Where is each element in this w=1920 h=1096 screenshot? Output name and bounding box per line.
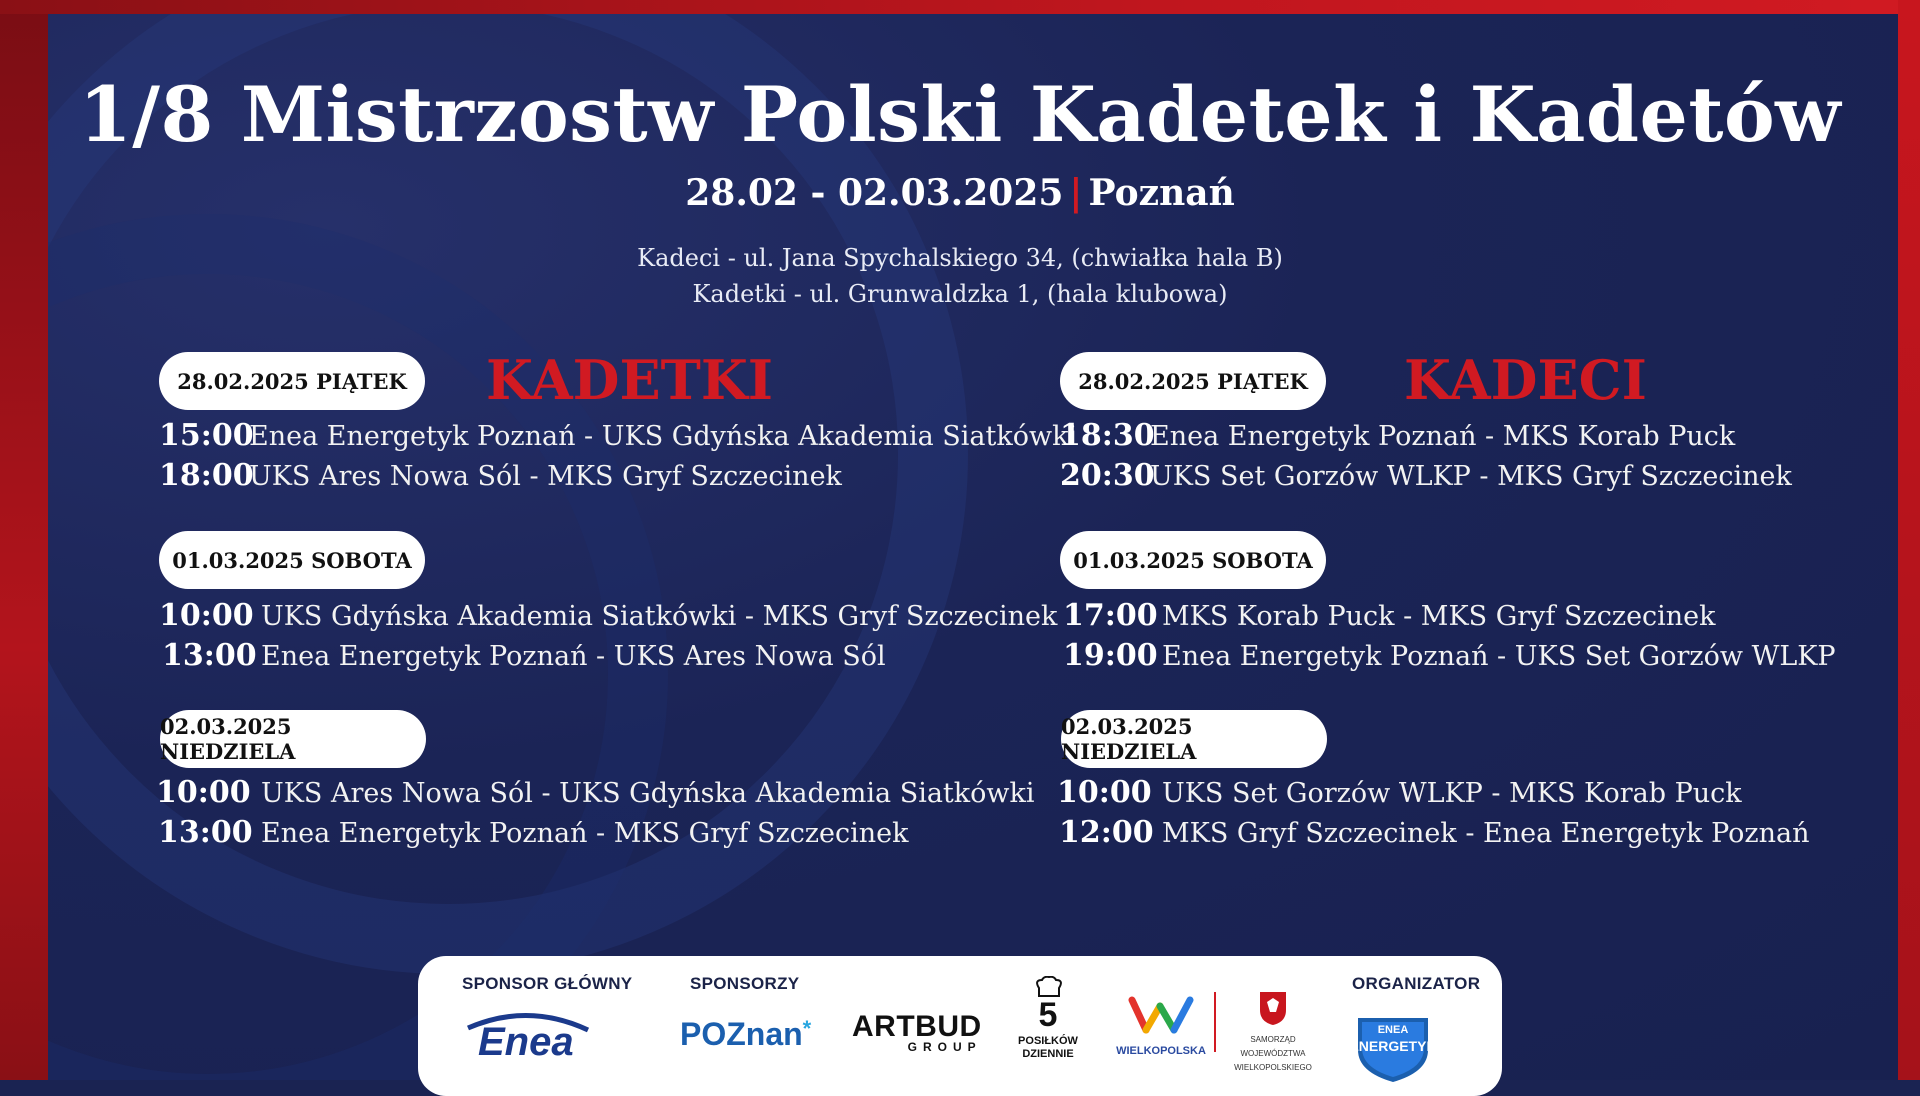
poznan-star-icon: * — [802, 1016, 812, 1041]
match-row — [1063, 638, 1836, 673]
match-row — [1063, 598, 1716, 633]
match-teams: UKS Gdyńska Akademia Siatkówki - MKS Gryf Szczecinek — [261, 601, 1058, 632]
coat-of-arms-icon — [1258, 990, 1288, 1026]
match-row — [1059, 815, 1810, 850]
artbud-logo — [852, 1010, 982, 1054]
artbud-group-text: GROUP — [907, 1040, 982, 1054]
day-pill-kadeci-2: 01.03.2025 SOBOTA — [1060, 531, 1326, 589]
match-time: 13:00 — [158, 815, 253, 850]
samorzad-text: WOJEWÓDZTWA — [1240, 1049, 1306, 1058]
venue-kadetki: Kadetki - ul. Grunwaldzka 1, (hala klubowa) — [692, 280, 1228, 308]
chef-hat-icon — [1034, 976, 1064, 998]
enea-logo — [458, 1008, 598, 1064]
event-city: Poznań — [1088, 172, 1235, 214]
match-row — [1057, 775, 1742, 810]
organizer-text: ENERGETYK — [1349, 1038, 1437, 1054]
top-red-border — [0, 0, 1920, 14]
organizer-label: ORGANIZATOR — [1352, 974, 1481, 993]
match-teams: Enea Energetyk Poznań - UKS Set Gorzów WLKP — [1162, 641, 1836, 672]
match-teams: UKS Set Gorzów WLKP - MKS Gryf Szczecinek — [1150, 461, 1792, 492]
sponsor-panel — [418, 956, 1502, 1096]
enea-logo-text: Enea — [478, 1020, 574, 1064]
samorzad-text: SAMORZĄD — [1250, 1035, 1296, 1044]
match-row — [156, 775, 1035, 810]
artbud-logo-text: ARTBUD — [852, 1010, 982, 1043]
match-teams: MKS Korab Puck - MKS Gryf Szczecinek — [1162, 601, 1716, 632]
left-red-border — [0, 0, 48, 1080]
match-time: 10:00 — [1057, 775, 1152, 810]
match-teams: UKS Ares Nowa Sól - MKS Gryf Szczecinek — [249, 461, 842, 492]
match-teams: UKS Set Gorzów WLKP - MKS Korab Puck — [1162, 778, 1742, 809]
match-row — [162, 638, 886, 673]
wielkopolska-text: WIELKOPOLSKA — [1116, 1045, 1206, 1057]
match-teams: UKS Ares Nowa Sól - UKS Gdyńska Akademia Siatkówki — [261, 778, 1035, 809]
right-red-border — [1898, 0, 1920, 1080]
match-time: 12:00 — [1059, 815, 1154, 850]
match-row — [158, 815, 909, 850]
match-teams: Enea Energetyk Poznań - UKS Gdyńska Akademia Siatkówki — [249, 421, 1078, 452]
posilki-number: 5 — [1038, 996, 1058, 1034]
event-dates: 28.02 - 02.03.2025 — [685, 172, 1064, 214]
day-pill-kadeci-1: 28.02.2025 PIĄTEK — [1060, 352, 1326, 410]
match-row — [1060, 458, 1792, 493]
venue-kadeci: Kadeci - ul. Jana Spychalskiego 34, (chwiałka hala B) — [637, 244, 1283, 272]
poznan-logo — [680, 1016, 811, 1053]
match-row — [159, 458, 842, 493]
posilki-text: POSIŁKÓW — [1018, 1035, 1078, 1047]
match-time: 13:00 — [162, 638, 257, 673]
match-row — [159, 598, 1057, 633]
category-kadetki: KADETKI — [486, 348, 774, 412]
match-row — [1060, 418, 1735, 453]
match-time: 18:30 — [1060, 418, 1155, 453]
event-dates-location — [0, 172, 1920, 214]
day-pill-kadetki-1: 28.02.2025 PIĄTEK — [159, 352, 425, 410]
poznan-logo-text: POZnan — [680, 1016, 803, 1052]
samorzad-logo — [1228, 990, 1318, 1073]
day-pill-kadeci-3: 02.03.2025 NIEDZIELA — [1061, 710, 1327, 768]
match-teams: Enea Energetyk Poznań - MKS Gryf Szczecinek — [261, 818, 909, 849]
day-pill-kadetki-3: 02.03.2025 NIEDZIELA — [160, 710, 426, 768]
sponsors-label: SPONSORZY — [690, 974, 800, 993]
wielkopolska-logo — [1116, 992, 1206, 1057]
posilki-logo — [1018, 976, 1078, 1061]
match-teams: Enea Energetyk Poznań - UKS Ares Nowa Sól — [261, 641, 886, 672]
organizer-logo — [1348, 1010, 1438, 1080]
logo-divider — [1214, 992, 1216, 1052]
match-time: 10:00 — [156, 775, 251, 810]
organizer-text: ENEA — [1377, 1024, 1409, 1036]
match-time: 17:00 — [1063, 598, 1158, 633]
match-teams: Enea Energetyk Poznań - MKS Korab Puck — [1150, 421, 1736, 452]
match-time: 19:00 — [1063, 638, 1158, 673]
sponsor-main-label: SPONSOR GŁÓWNY — [462, 974, 633, 993]
page-title: 1/8 Mistrzostw Polski Kadetek i Kadetów — [78, 70, 1842, 159]
separator: | — [1069, 172, 1083, 214]
match-time: 15:00 — [159, 418, 254, 453]
posilki-text: DZIENNIE — [1022, 1048, 1074, 1060]
match-row — [159, 418, 1077, 453]
day-pill-kadetki-2: 01.03.2025 SOBOTA — [159, 531, 425, 589]
samorzad-text: WIELKOPOLSKIEGO — [1234, 1063, 1312, 1072]
match-time: 20:30 — [1060, 458, 1155, 493]
match-time: 18:00 — [159, 458, 254, 493]
match-time: 10:00 — [159, 598, 254, 633]
wielkopolska-w-icon — [1126, 992, 1196, 1036]
match-teams: MKS Gryf Szczecinek - Enea Energetyk Poznań — [1162, 818, 1810, 849]
category-kadeci: KADECI — [1404, 348, 1647, 412]
